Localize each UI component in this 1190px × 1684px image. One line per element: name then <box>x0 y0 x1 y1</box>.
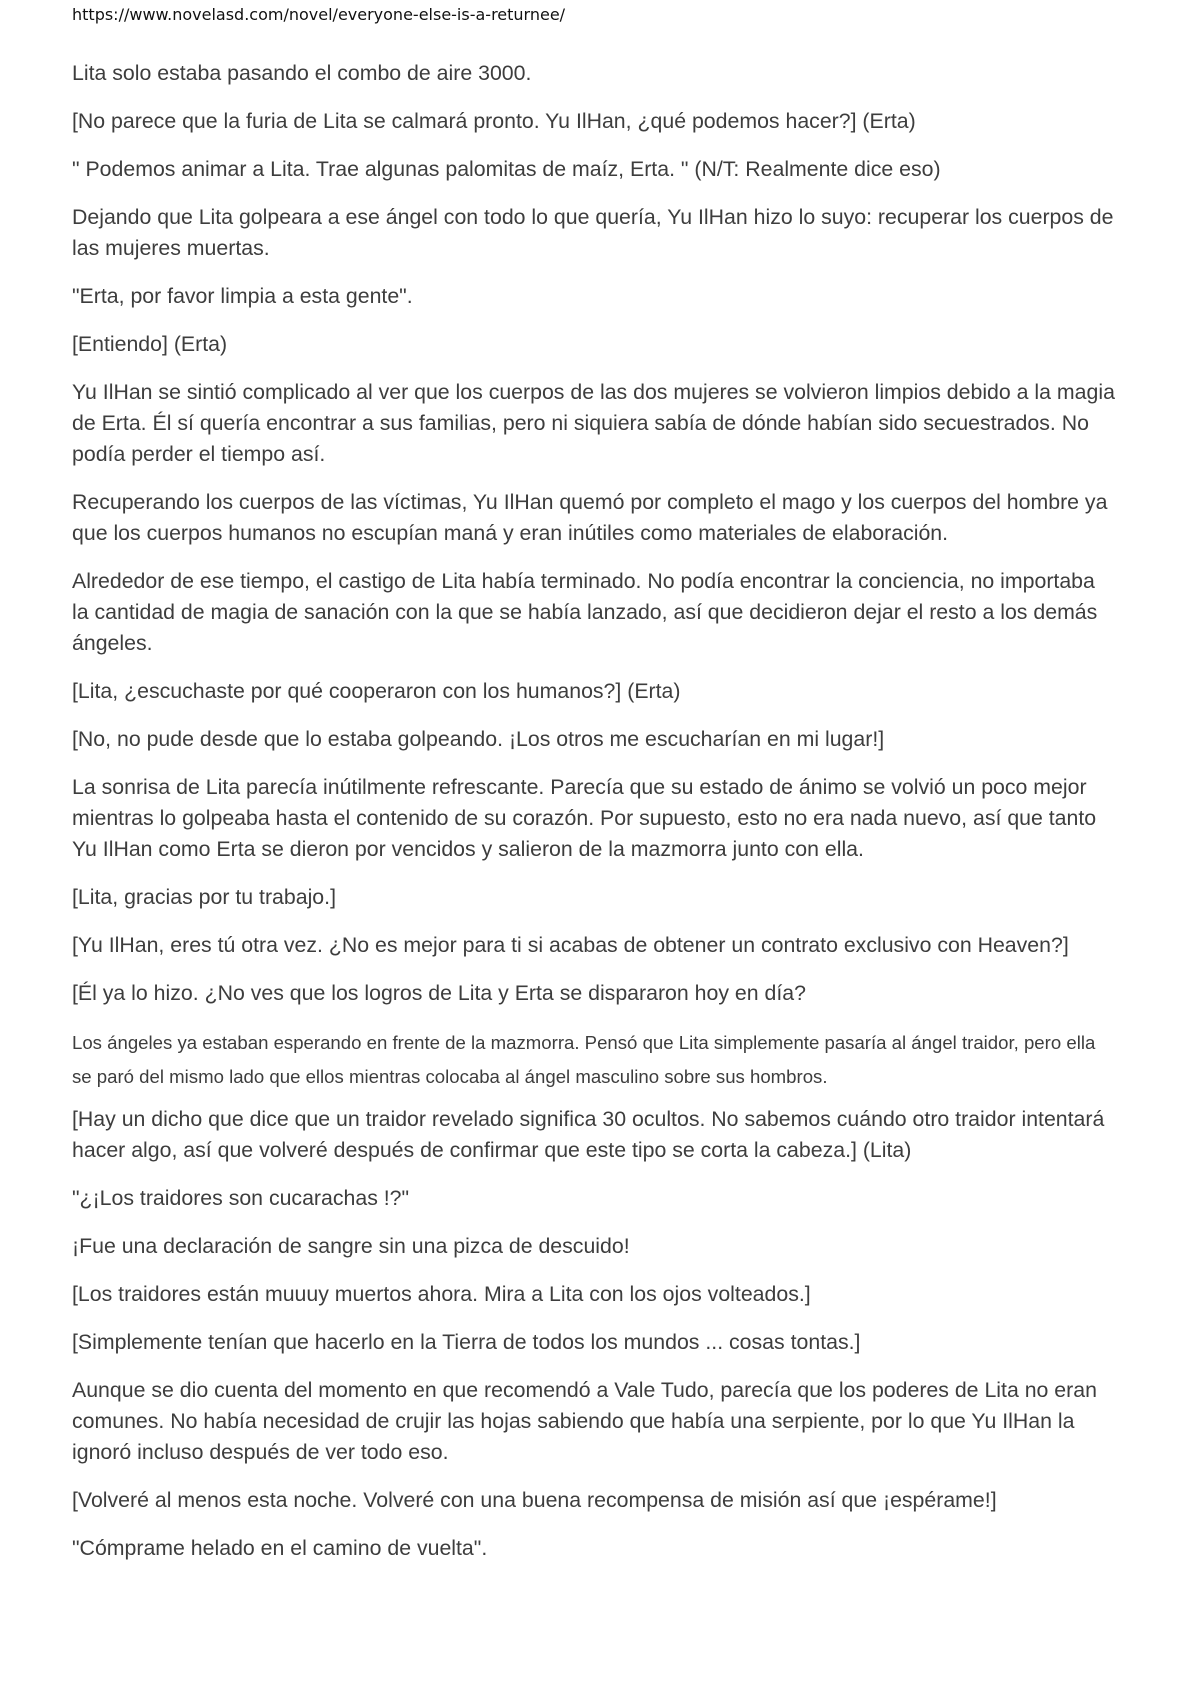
paragraph: ¡Fue una declaración de sangre sin una pizca de descuido! <box>72 1234 630 1258</box>
paragraph: Lita solo estaba pasando el combo de aire 3000. <box>72 61 532 85</box>
paragraph: " Podemos animar a Lita. Trae algunas palomitas de maíz, Erta. " (N/T: Realmente dice eso) <box>72 157 941 181</box>
paragraph: [Él ya lo hizo. ¿No ves que los logros de Lita y Erta se dispararon hoy en día? <box>72 981 806 1005</box>
paragraph: [Simplemente tenían que hacerlo en la Tierra de todos los mundos ... cosas tontas.] <box>72 1330 861 1354</box>
paragraph: Yu IlHan se sintió complicado al ver que los cuerpos de las dos mujeres se volvieron limpios debido a la magia de Erta. Él sí quería encontrar a sus familias, pero ni siquiera sabía de dónde habían sido secuestrados. No podía perder el tiempo así. <box>72 380 1115 466</box>
paragraph: Dejando que Lita golpeara a ese ángel con todo lo que quería, Yu IlHan hizo lo suyo: recuperar los cuerpos de las mujeres muertas. <box>72 205 1114 260</box>
paragraph: "Erta, por favor limpia a esta gente". <box>72 284 413 308</box>
paragraph: [Hay un dicho que dice que un traidor revelado significa 30 ocultos. No sabemos cuándo otro traidor intentará hacer algo, así que volveré después de confirmar que este tipo se corta la cabeza.] (Lita) <box>72 1107 1105 1162</box>
paragraph: [Yu IlHan, eres tú otra vez. ¿No es mejor para ti si acabas de obtener un contrato exclusivo con Heaven?] <box>72 933 1069 957</box>
paragraph: "Cómprame helado en el camino de vuelta". <box>72 1536 488 1560</box>
paragraph: [Los traidores están muuuy muertos ahora. Mira a Lita con los ojos volteados.] <box>72 1282 811 1306</box>
paragraph: [Volveré al menos esta noche. Volveré con una buena recompensa de misión así que ¡espérame!] <box>72 1488 997 1512</box>
paragraph: Recuperando los cuerpos de las víctimas, Yu IlHan quemó por completo el mago y los cuerpos del hombre ya que los cuerpos humanos no escupían maná y eran inútiles como materiales de elaboración. <box>72 490 1108 545</box>
paragraph: [No, no pude desde que lo estaba golpeando. ¡Los otros me escucharían en mi lugar!] <box>72 727 885 751</box>
source-url: https://www.novelasd.com/novel/everyone-else-is-a-returnee/ <box>72 5 566 24</box>
paragraph: [Lita, ¿escuchaste por qué cooperaron con los humanos?] (Erta) <box>72 679 681 703</box>
paragraph: "¿¡Los traidores son cucarachas !?" <box>72 1186 410 1210</box>
paragraph: La sonrisa de Lita parecía inútilmente refrescante. Parecía que su estado de ánimo se volvió un poco mejor mientras lo golpeaba hasta el contenido de su corazón. Por supuesto, esto no era nada nuevo, así que tanto Yu IlHan como Erta se dieron por vencidos y salieron de la mazmorra junto con ella. <box>72 775 1097 861</box>
paragraph: [No parece que la furia de Lita se calmará pronto. Yu IlHan, ¿qué podemos hacer?] (Erta) <box>72 109 916 133</box>
paragraph: Los ángeles ya estaban esperando en frente de la mazmorra. Pensó que Lita simplemente pasaría al ángel traidor, pero ella se paró del mismo lado que ellos mientras colocaba al ángel masculino sobre sus hombros. <box>72 1032 1096 1087</box>
chapter-text <box>72 58 1117 1581</box>
paragraph: [Lita, gracias por tu trabajo.] <box>72 885 336 909</box>
paragraph: [Entiendo] (Erta) <box>72 332 228 356</box>
paragraph: Aunque se dio cuenta del momento en que recomendó a Vale Tudo, parecía que los poderes de Lita no eran comunes. No había necesidad de crujir las hojas sabiendo que había una serpiente, por lo que Yu IlHan la ignoró incluso después de ver todo eso. <box>72 1378 1097 1464</box>
paragraph: Alrededor de ese tiempo, el castigo de Lita había terminado. No podía encontrar la conciencia, no importaba la cantidad de magia de sanación con la que se había lanzado, así que decidieron dejar el resto a los demás ángeles. <box>72 569 1098 655</box>
